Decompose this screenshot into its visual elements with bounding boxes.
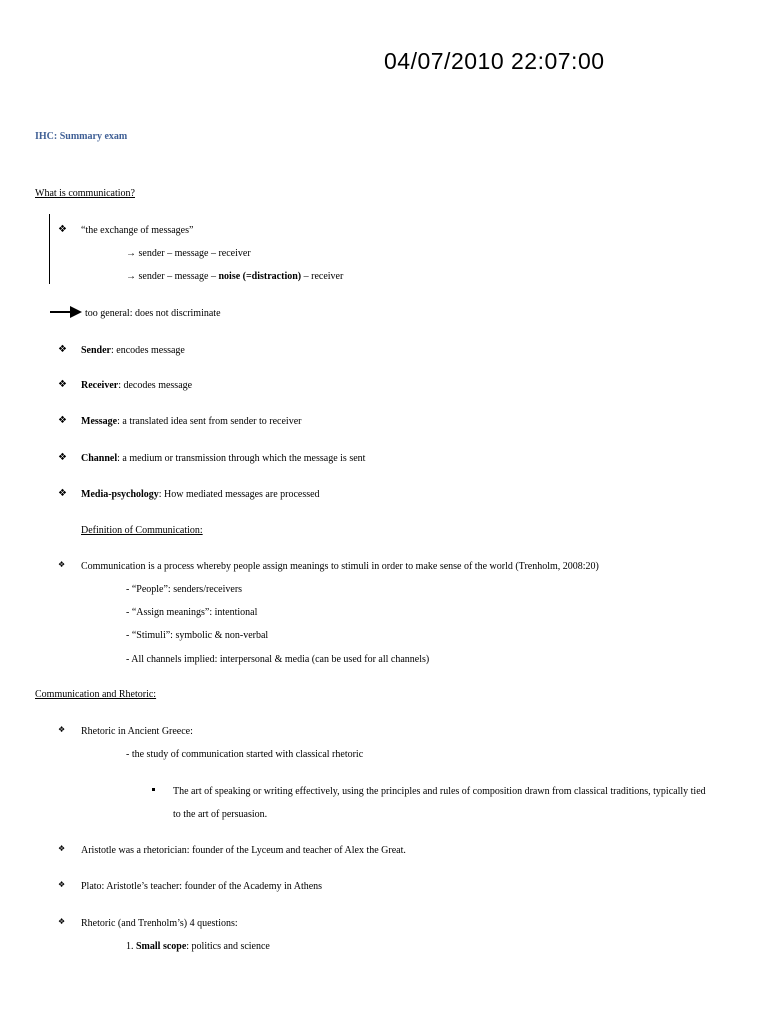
page-title: IHC: Summary exam — [35, 131, 128, 142]
diamond-bullet-icon: ❖ — [58, 560, 66, 569]
diamond-bullet-icon: ❖ — [58, 488, 67, 499]
question-bold: Small scope — [136, 941, 187, 952]
diamond-bullet-icon: ❖ — [58, 880, 66, 889]
model-line-2-bold: noise (=distraction) — [218, 271, 302, 282]
bracket-line — [49, 214, 50, 284]
term-item — [81, 380, 192, 391]
diamond-bullet-icon: ❖ — [58, 452, 67, 463]
question-rest: : politics and science — [186, 941, 270, 952]
model-line-2 — [126, 271, 343, 282]
square-bullet-icon — [152, 788, 155, 791]
definition-point: - “Stimuli”: symbolic & non-verbal — [126, 630, 269, 641]
diamond-bullet-icon: ❖ — [58, 344, 67, 355]
rhetoric-art-line-1: The art of speaking or writing effectively, using the principles and rules of composition drawn from classical traditions, typically tied — [173, 786, 706, 797]
section-heading-communication: What is communication? — [35, 188, 135, 199]
term-def: : How mediated messages are processed — [158, 489, 320, 500]
diamond-bullet-icon: ❖ — [58, 415, 67, 426]
diamond-bullet-icon: ❖ — [58, 917, 66, 926]
section-heading-rhetoric: Communication and Rhetoric: — [35, 689, 157, 700]
term-def: : a medium or transmission through which the message is sent — [117, 453, 366, 464]
diamond-bullet-icon: ❖ — [58, 725, 66, 734]
rhetoric-study: - the study of communication started with classical rhetoric — [126, 749, 364, 760]
arrow-line — [50, 311, 72, 313]
rhetoric-questions: Rhetoric (and Trenholm’s) 4 questions: — [81, 918, 238, 929]
section-heading-definition: Definition of Communication: — [81, 525, 203, 536]
term-name: Channel — [81, 453, 118, 464]
timestamp: 04/07/2010 22:07:00 — [384, 48, 605, 74]
rhetoric-plato: Plato: Aristotle’s teacher: founder of the Academy in Athens — [81, 881, 323, 892]
term-def: : encodes message — [111, 345, 185, 356]
model-line-2-post: – receiver — [301, 271, 344, 282]
definition-text: Communication is a process whereby people assign meanings to stimuli in order to make sense of the world (Trenholm, 2008:20) — [81, 561, 599, 572]
diamond-bullet-icon: ❖ — [58, 379, 67, 390]
exchange-text: “the exchange of messages” — [81, 225, 194, 236]
term-name: Receiver — [81, 380, 119, 391]
arrow-right-icon — [70, 306, 82, 318]
diamond-bullet-icon: ❖ — [58, 224, 67, 235]
rhetoric-aristotle: Aristotle was a rhetorician: founder of the Lyceum and teacher of Alex the Great. — [81, 845, 406, 856]
question-number: 1. — [126, 941, 136, 952]
rhetoric-greece: Rhetoric in Ancient Greece: — [81, 726, 193, 737]
definition-point: - “People”: senders/receivers — [126, 584, 243, 595]
rhetoric-question-1 — [126, 941, 270, 952]
diamond-bullet-icon: ❖ — [58, 844, 66, 853]
term-item — [81, 345, 185, 356]
definition-point: - All channels implied: interpersonal & media (can be used for all channels) — [126, 654, 430, 665]
rhetoric-art-line-2: to the art of persuasion. — [173, 809, 268, 820]
term-item — [81, 489, 320, 500]
model-line-1: → sender – message – receiver — [126, 248, 251, 259]
term-def: : decodes message — [118, 380, 193, 391]
too-general-text: too general: does not discriminate — [85, 308, 221, 319]
term-name: Sender — [81, 345, 111, 356]
definition-point: - “Assign meanings”: intentional — [126, 607, 258, 618]
term-item — [81, 453, 365, 464]
term-def: : a translated idea sent from sender to receiver — [117, 416, 302, 427]
term-name: Message — [81, 416, 118, 427]
term-item — [81, 416, 301, 427]
model-line-2-pre: → sender – message – — [126, 271, 219, 282]
term-name: Media-psychology — [81, 489, 159, 500]
